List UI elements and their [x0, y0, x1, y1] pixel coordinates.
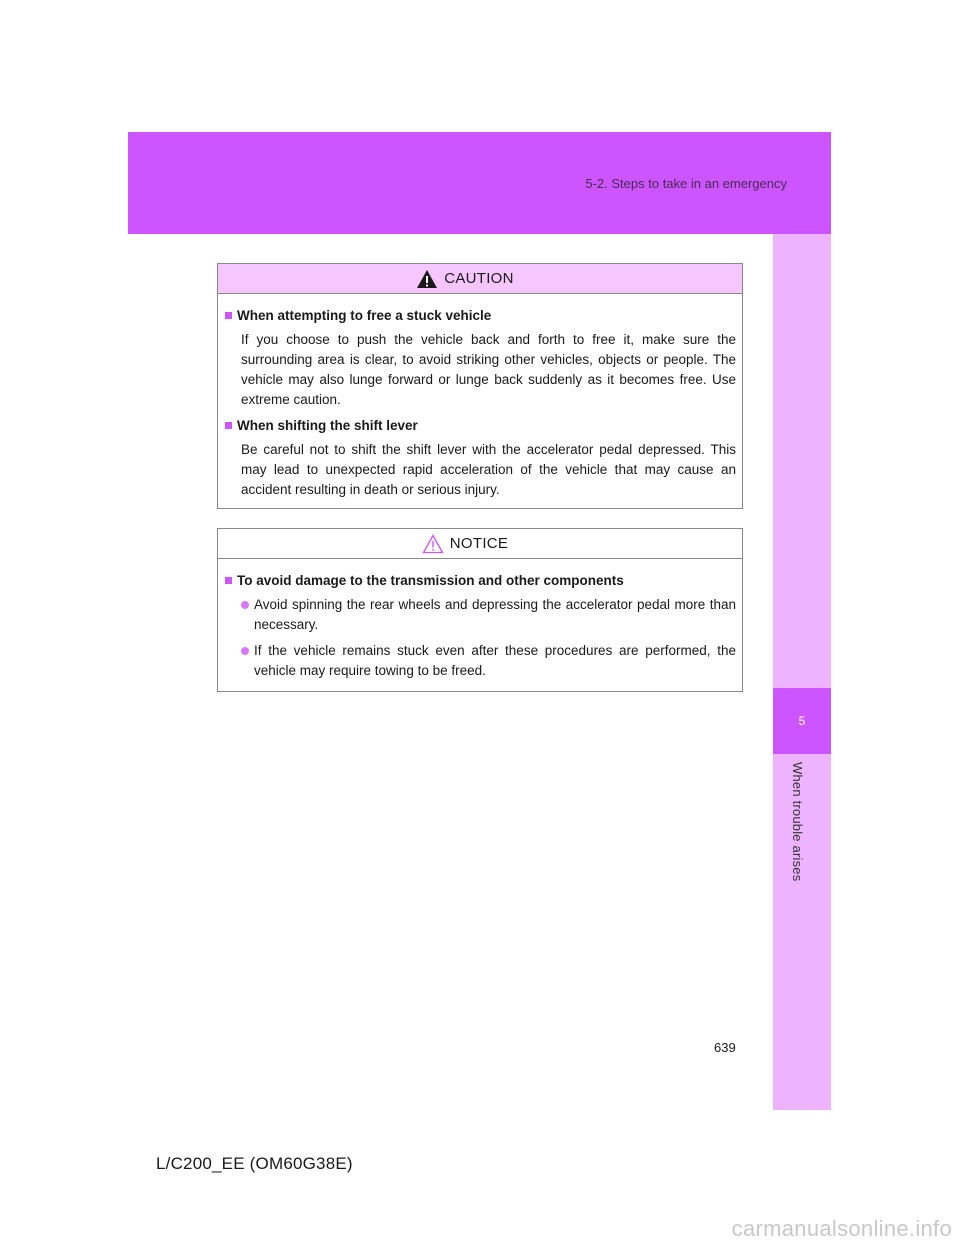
square-bullet-icon	[225, 312, 232, 319]
chapter-title: When trouble arises	[790, 762, 805, 882]
notice-box	[217, 528, 743, 692]
document-code: L/C200_EE (OM60G38E)	[156, 1154, 353, 1173]
warning-outline-icon	[422, 534, 444, 554]
header-band	[128, 132, 831, 234]
chapter-number: 5	[773, 688, 831, 754]
section-title: 5-2. Steps to take in an emergency	[585, 176, 787, 191]
square-bullet-icon	[225, 422, 232, 429]
notice-heading-transmission: To avoid damage to the transmission and other components	[224, 571, 736, 589]
page-number: 639	[714, 1040, 736, 1055]
chapter-side-tab	[773, 234, 831, 1110]
circle-bullet-icon	[241, 647, 249, 655]
caution-box	[217, 263, 743, 509]
notice-title-bar	[218, 529, 742, 559]
list-item: If the vehicle remains stuck even after these procedures are performed, the vehicle may require towing to be freed.	[241, 641, 736, 681]
caution-title: CAUTION	[444, 270, 514, 287]
warning-filled-icon	[416, 269, 438, 289]
circle-bullet-icon	[241, 601, 249, 609]
notice-title: NOTICE	[449, 535, 509, 552]
caution-heading-shift-lever: When shifting the shift lever	[224, 416, 736, 434]
list-item: Avoid spinning the rear wheels and depressing the accelerator pedal more than necessary.	[241, 595, 736, 635]
square-bullet-icon	[225, 577, 232, 584]
caution-paragraph: If you choose to push the vehicle back and forth to free it, make sure the surrounding area is clear, to avoid striking other vehicles, objects or people. The vehicle may also lunge forward or lunge back suddenly as it becomes free. Use extreme caution.	[241, 332, 736, 407]
notice-body	[218, 559, 742, 681]
caution-heading-stuck-vehicle: When attempting to free a stuck vehicle	[224, 306, 736, 324]
watermark: carmanualsonline.info	[731, 1216, 952, 1241]
caution-title-bar	[218, 264, 742, 294]
caution-paragraph: Be careful not to shift the shift lever with the accelerator pedal depressed. This may lead to unexpected rapid acceleration of the vehicle that may cause an accident resulting in death or serious injury.	[241, 442, 736, 497]
caution-body	[218, 294, 742, 500]
